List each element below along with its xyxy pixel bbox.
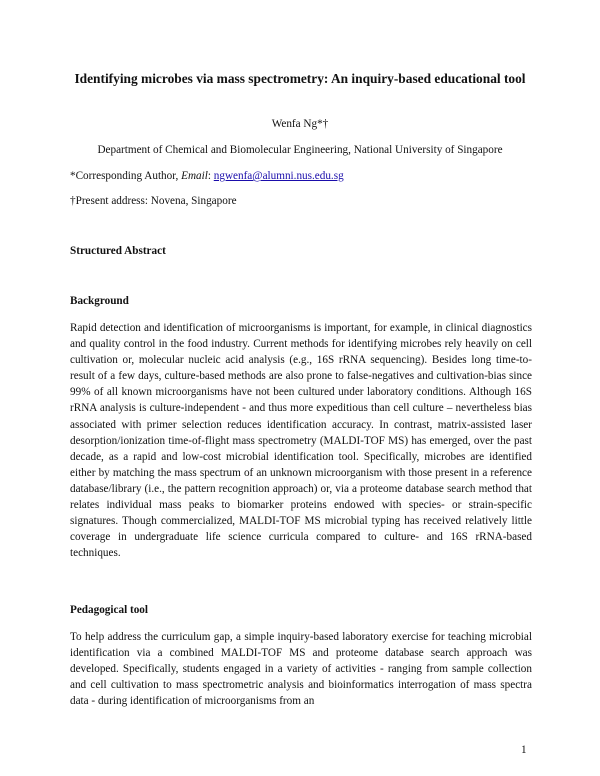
present-address: †Present address: Novena, Singapore (70, 195, 237, 207)
author-line: Wenfa Ng*† (271, 118, 329, 130)
page-number: 1 (521, 744, 527, 756)
background-paragraph: Rapid detection and identification of microorganisms is important, for example, in clinical diagnostics and quality control in the food industry. Current methods for identifying microbes rely heavily on cell cultivation or, molecular nucleic acid analysis (e.g., 16S rRNA sequencing). Besides long time-to-result of a few days, culture-based methods are also prone to false-negatives and cultivation-bias since 99% of all known microorganisms have not been cultured under laboratory conditions. Although 16S rRNA analysis is culture-independent - and thus more expeditious than cell culture – nevertheless bias associated with primer selection reduces identification accuracy. In contrast, matrix-assisted laser desorption/ionization time-of-flight mass spectrometry (MALDI-TOF MS) has emerged, over the past decade, as a rapid and low-cost microbial identification tool. Specifically, microbes are identified either by matching the mass spectrum of an unknown microorganism with those present in a reference database/library (i.e., the pattern recognition approach) or, via a proteome database search method that relates individual mass peaks to biomarker proteins endowed with species- or strain-specific signatures. Though commercialized, MALDI-TOF MS microbial typing has received relatively little coverage in undergraduate life science curricula compared to culture- and 16S rRNA-based techniques. (70, 322, 532, 560)
background-heading: Background (70, 295, 129, 307)
structured-abstract-heading: Structured Abstract (70, 245, 166, 257)
affiliation: Department of Chemical and Biomolecular Engineering, National University of Singapore (97, 144, 503, 156)
paper-title: Identifying microbes via mass spectrometry: An inquiry-based educational tool (74, 71, 526, 86)
email-label: Email (181, 170, 208, 182)
email-separator: : (207, 170, 214, 182)
pedagogical-tool-heading: Pedagogical tool (70, 604, 148, 616)
email-link[interactable]: ngwenfa@alumni.nus.edu.sg (213, 170, 344, 182)
corresponding-author (70, 170, 344, 182)
pedagogical-paragraph: To help address the curriculum gap, a simple inquiry-based laboratory exercise for teaching microbial identification via a combined MALDI-TOF MS and proteome database search approach was developed. Specifically, students engaged in a variety of activities - ranging from sample collection and cell cultivation to mass spectrometric analysis and bioinformatics interrogation of mass spectra data - during identification of microorganisms from an (70, 631, 532, 708)
corresponding-prefix: *Corresponding Author, (70, 170, 182, 182)
